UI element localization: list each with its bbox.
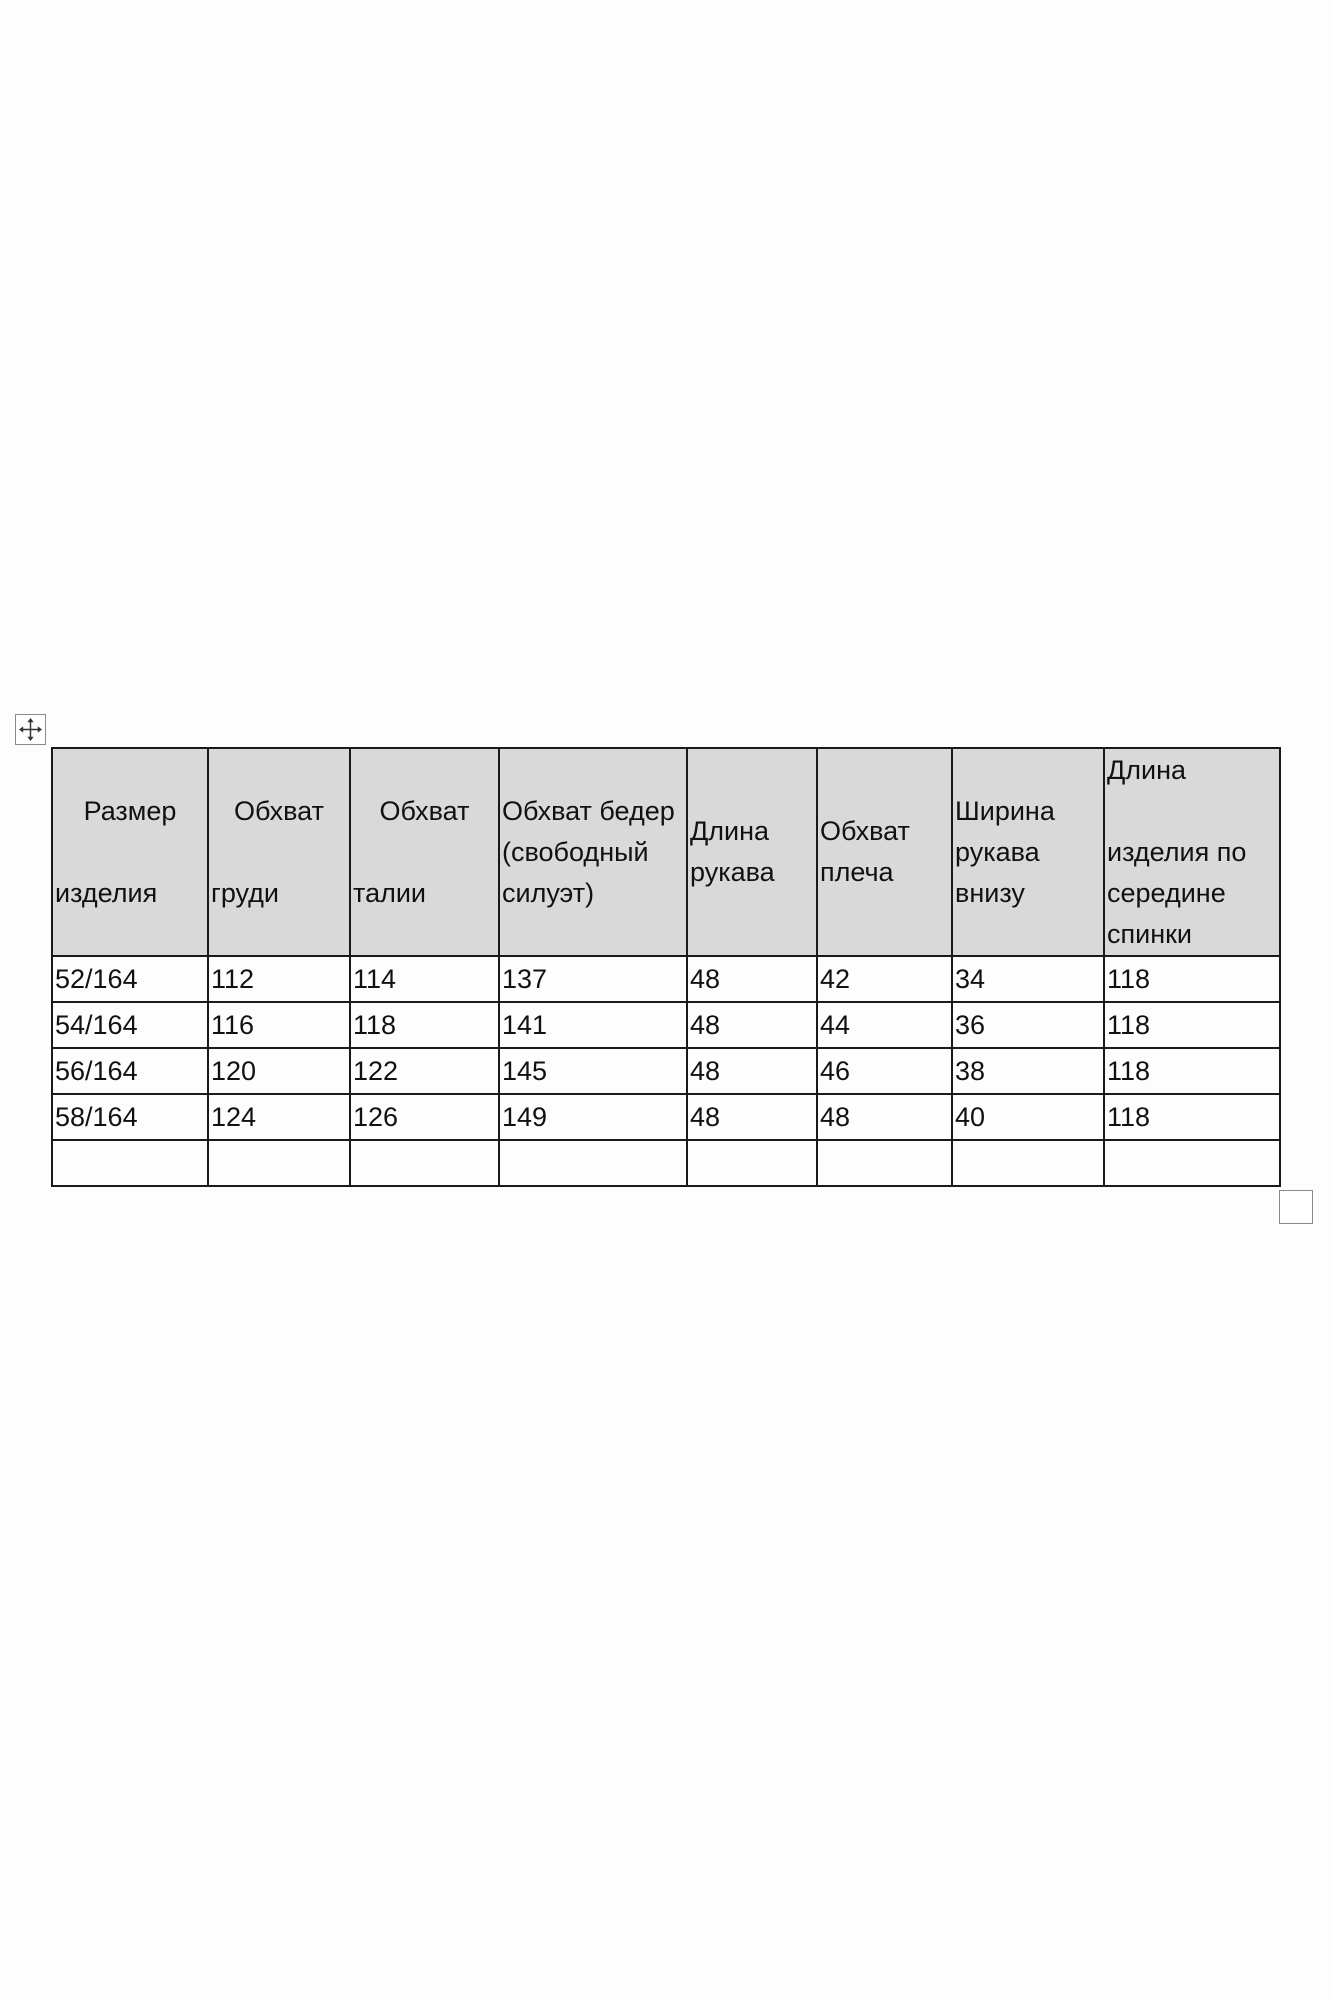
table-cell: 48 — [817, 1094, 952, 1140]
table-cell: 114 — [350, 956, 499, 1002]
header-text: Длина — [1107, 754, 1187, 785]
header-text: спинки — [1107, 918, 1193, 949]
table-cell: 54/164 — [52, 1002, 208, 1048]
header-text: Ширина — [955, 795, 1055, 826]
header-size — [52, 748, 208, 956]
table-cell: 42 — [817, 956, 952, 1002]
table-move-handle[interactable] — [15, 714, 46, 745]
table-cell: 141 — [499, 1002, 687, 1048]
table-cell: 48 — [687, 1002, 817, 1048]
header-text: Обхват — [820, 816, 910, 846]
table-cell: 48 — [687, 1094, 817, 1140]
header-text: плеча — [820, 857, 894, 887]
header-row — [52, 748, 1280, 956]
header-text: Обхват — [234, 795, 324, 826]
header-shoulder — [817, 748, 952, 956]
header-text: рукава — [955, 836, 1040, 867]
table-cell[interactable] — [208, 1140, 350, 1186]
table-cell: 56/164 — [52, 1048, 208, 1094]
table-cell[interactable] — [687, 1140, 817, 1186]
header-chest — [208, 748, 350, 956]
header-text: Размер — [83, 795, 177, 826]
table-cell: 118 — [350, 1002, 499, 1048]
table-cell: 116 — [208, 1002, 350, 1048]
table-cell: 145 — [499, 1048, 687, 1094]
table-cell: 40 — [952, 1094, 1104, 1140]
table-cell: 126 — [350, 1094, 499, 1140]
table-row — [52, 1048, 1280, 1094]
header-text: изделия по — [1107, 836, 1247, 867]
header-text: (свободный — [502, 836, 649, 867]
header-hips — [499, 748, 687, 956]
table-row — [52, 956, 1280, 1002]
table-cell: 124 — [208, 1094, 350, 1140]
header-text: силуэт) — [502, 877, 595, 908]
table-cell: 118 — [1104, 1094, 1280, 1140]
table-cell[interactable] — [52, 1140, 208, 1186]
table-cell: 120 — [208, 1048, 350, 1094]
table-cell: 58/164 — [52, 1094, 208, 1140]
header-text: изделия — [55, 877, 158, 908]
move-arrows-icon — [18, 717, 43, 742]
table-cell: 48 — [687, 1048, 817, 1094]
table-cell[interactable] — [952, 1140, 1104, 1186]
table-resize-handle[interactable] — [1279, 1190, 1313, 1224]
table-cell: 34 — [952, 956, 1104, 1002]
table-cell: 46 — [817, 1048, 952, 1094]
table-row-empty — [52, 1140, 1280, 1186]
size-table — [51, 747, 1281, 1187]
table-cell: 122 — [350, 1048, 499, 1094]
table-cell: 36 — [952, 1002, 1104, 1048]
header-sleeve-length — [687, 748, 817, 956]
table-cell: 118 — [1104, 1048, 1280, 1094]
table-cell: 118 — [1104, 956, 1280, 1002]
table-cell[interactable] — [350, 1140, 499, 1186]
table-row — [52, 1002, 1280, 1048]
header-text: Обхват бедер — [502, 795, 675, 826]
header-text: талии — [353, 877, 426, 908]
header-text: груди — [211, 877, 280, 908]
table-cell: 52/164 — [52, 956, 208, 1002]
header-text: середине — [1107, 877, 1226, 908]
header-text: Длина — [690, 816, 770, 846]
table-cell[interactable] — [817, 1140, 952, 1186]
table-cell: 48 — [687, 956, 817, 1002]
table-cell: 44 — [817, 1002, 952, 1048]
header-text: рукава — [690, 857, 775, 887]
header-text: Обхват — [379, 795, 470, 826]
table-cell: 38 — [952, 1048, 1104, 1094]
header-waist — [350, 748, 499, 956]
table-row — [52, 1094, 1280, 1140]
table-cell: 137 — [499, 956, 687, 1002]
header-garment-length — [1104, 748, 1280, 956]
table-cell[interactable] — [1104, 1140, 1280, 1186]
table-cell: 112 — [208, 956, 350, 1002]
table-cell: 118 — [1104, 1002, 1280, 1048]
header-sleeve-width — [952, 748, 1104, 956]
table-cell: 149 — [499, 1094, 687, 1140]
header-text: внизу — [955, 877, 1025, 908]
table-cell[interactable] — [499, 1140, 687, 1186]
